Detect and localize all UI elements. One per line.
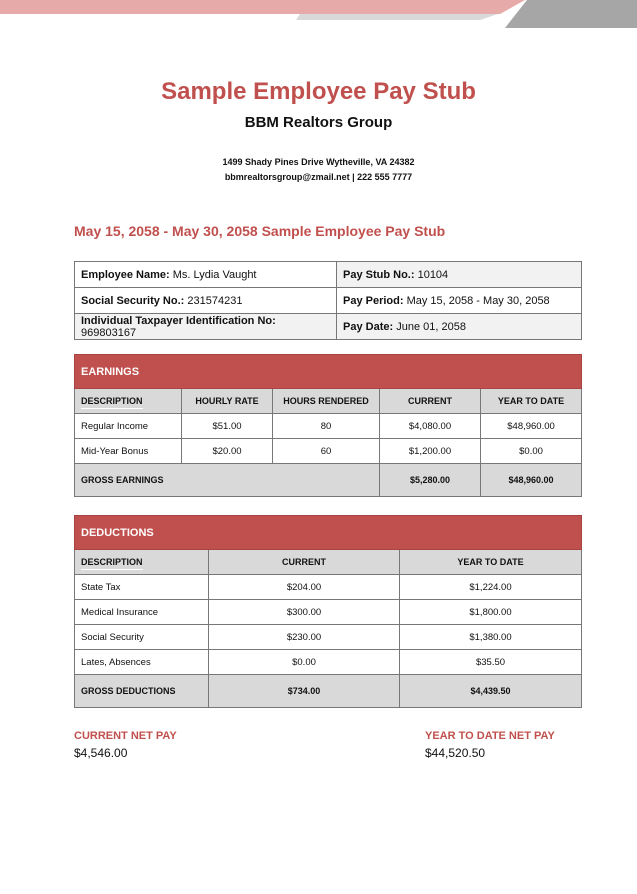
deductions-heading: DEDUCTIONS: [75, 516, 582, 550]
table-row: [75, 575, 582, 600]
decorative-top-band: [0, 0, 637, 28]
deduction-ytd: $1,800.00: [400, 600, 582, 625]
table-row: [75, 650, 582, 675]
pay-period-heading: May 15, 2058 - May 30, 2058 Sample Employee Pay Stub: [74, 223, 446, 239]
top-band-gray-block: [505, 0, 637, 28]
earnings-table: [74, 354, 582, 497]
ytd-net-pay-label: YEAR TO DATE NET PAY: [425, 730, 555, 742]
top-band-red-stripe: [0, 0, 525, 14]
column-header: DESCRIPTION: [75, 550, 209, 575]
info-row: [75, 288, 582, 314]
deduction-current: $0.00: [209, 650, 400, 675]
current-net-pay-value: $4,546.00: [74, 746, 128, 760]
deductions-heading-row: [75, 516, 582, 550]
contact-line: bbmrealtorsgroup@zmail.net | 222 555 7777: [224, 172, 413, 182]
deduction-current: $300.00: [209, 600, 400, 625]
column-header: YEAR TO DATE: [400, 550, 582, 575]
pay-period-label: Pay Period:: [343, 294, 404, 307]
deduction-current: $230.00: [209, 625, 400, 650]
deduction-description: Medical Insurance: [75, 600, 209, 625]
earnings-current: $1,200.00: [380, 439, 481, 464]
pay-stub-no-label: Pay Stub No.:: [343, 268, 415, 281]
pay-date-cell: [337, 314, 582, 340]
gross-deductions-row: [75, 675, 582, 708]
earnings-description: Regular Income: [75, 414, 182, 439]
column-header: YEAR TO DATE: [481, 389, 582, 414]
ssn-cell: [75, 288, 337, 314]
info-row: [75, 262, 582, 288]
pay-date-value: June 01, 2058: [396, 320, 466, 333]
deduction-description: Social Security: [75, 625, 209, 650]
gross-earnings-ytd: $48,960.00: [481, 464, 582, 497]
deduction-description: State Tax: [75, 575, 209, 600]
deduction-ytd: $1,224.00: [400, 575, 582, 600]
pay-stub-no-cell: [337, 262, 582, 288]
earnings-heading-row: [75, 355, 582, 389]
column-header: CURRENT: [380, 389, 481, 414]
pay-stub-no-value: 10104: [417, 268, 449, 281]
earnings-description: Mid-Year Bonus: [75, 439, 182, 464]
earnings-ytd: $0.00: [481, 439, 582, 464]
earnings-column-headers: [75, 389, 582, 414]
employee-name-cell: [75, 262, 337, 288]
deduction-ytd: $35.50: [400, 650, 582, 675]
employee-name-value: Ms. Lydia Vaught: [172, 268, 257, 281]
table-row: [75, 600, 582, 625]
itin-label: Individual Taxpayer Identification No:: [81, 314, 276, 327]
address-line: 1499 Shady Pines Drive Wytheville, VA 24382: [222, 157, 415, 167]
gross-earnings-current: $5,280.00: [380, 464, 481, 497]
deductions-table: [74, 515, 582, 708]
deduction-current: $204.00: [209, 575, 400, 600]
itin-value: 969803167: [81, 326, 137, 339]
column-header: DESCRIPTION: [75, 389, 182, 414]
earnings-hourly-rate: $51.00: [182, 414, 273, 439]
table-row: [75, 625, 582, 650]
company-address: [0, 155, 637, 185]
gross-deductions-ytd: $4,439.50: [400, 675, 582, 708]
ytd-net-pay-value: $44,520.50: [425, 746, 486, 760]
deduction-description: Lates, Absences: [75, 650, 209, 675]
earnings-current: $4,080.00: [380, 414, 481, 439]
earnings-hours: 60: [273, 439, 380, 464]
ssn-label: Social Security No.:: [81, 294, 185, 307]
pay-period-value: May 15, 2058 - May 30, 2058: [406, 294, 550, 307]
earnings-ytd: $48,960.00: [481, 414, 582, 439]
info-row: [75, 314, 582, 340]
column-header: HOURLY RATE: [182, 389, 273, 414]
current-net-pay-label: CURRENT NET PAY: [74, 730, 177, 742]
deductions-column-headers: [75, 550, 582, 575]
pay-period-cell: [337, 288, 582, 314]
earnings-heading: EARNINGS: [75, 355, 582, 389]
pay-date-label: Pay Date:: [343, 320, 394, 333]
gross-deductions-label: GROSS DEDUCTIONS: [75, 675, 209, 708]
gross-earnings-label: GROSS EARNINGS: [75, 464, 380, 497]
column-header: CURRENT: [209, 550, 400, 575]
document-title: Sample Employee Pay Stub: [161, 78, 476, 105]
company-name: BBM Realtors Group: [244, 114, 393, 131]
earnings-hours: 80: [273, 414, 380, 439]
deduction-ytd: $1,380.00: [400, 625, 582, 650]
ssn-value: 231574231: [187, 294, 243, 307]
itin-cell: [75, 314, 337, 340]
table-row: [75, 439, 582, 464]
employee-info-table: [74, 261, 582, 340]
column-header: HOURS RENDERED: [273, 389, 380, 414]
table-row: [75, 414, 582, 439]
top-band-gray-slant: [296, 14, 498, 20]
earnings-hourly-rate: $20.00: [182, 439, 273, 464]
employee-name-label: Employee Name:: [81, 268, 170, 281]
gross-earnings-row: [75, 464, 582, 497]
gross-deductions-current: $734.00: [209, 675, 400, 708]
